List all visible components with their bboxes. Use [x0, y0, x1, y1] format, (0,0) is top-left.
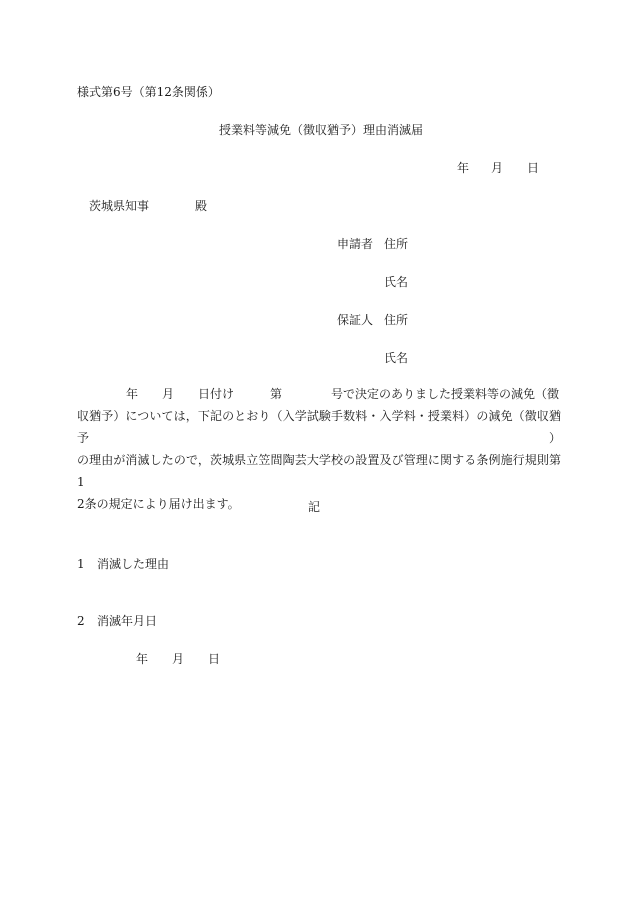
body-paragraph: [77, 383, 561, 515]
applicant-address-label: 住所: [384, 237, 409, 251]
body-line-3: の理由が消滅したので，茨城県立笠間陶芸大学校の設置及び管理に関する条例施行規則第1: [77, 453, 561, 489]
item-1-label: 消滅した理由: [97, 557, 170, 571]
guarantor-address-label: 住所: [384, 313, 409, 327]
extinction-day-label: 日: [208, 652, 221, 666]
addressee-honorific: 殿: [195, 199, 208, 213]
document-title: 授業料等減免（徴収猶予）理由消滅届: [219, 123, 424, 137]
body-line-4: 2条の規定により届け出ます。: [77, 497, 240, 511]
body-line-1-rest: 号で決定のありました授業料等の減免（徴: [331, 387, 560, 401]
date-day-label: 日: [527, 161, 540, 175]
body-month-label: 月: [162, 387, 175, 401]
form-label: 様式第6号（第12条関係）: [77, 85, 220, 99]
extinction-month-label: 月: [172, 652, 185, 666]
date-month-label: 月: [491, 161, 504, 175]
applicant-name-label: 氏名: [384, 275, 409, 289]
applicant-role: 申請者: [337, 237, 374, 251]
date-year-label: 年: [457, 161, 470, 175]
item-2-label: 消滅年月日: [97, 614, 158, 628]
body-line-1: [77, 383, 561, 405]
ki-heading: 記: [308, 500, 321, 514]
item-1-number: 1: [77, 557, 85, 571]
body-date-suffix: 日付け: [198, 387, 235, 401]
addressee-name: 茨城県知事: [89, 199, 150, 213]
body-number-prefix: 第: [270, 387, 283, 401]
body-line-2: 収猶予）については，下記のとおり（入学試験手数料・入学料・授業料）の減免（徴収猶予）: [77, 409, 561, 445]
guarantor-role: 保証人: [337, 313, 374, 327]
guarantor-name-label: 氏名: [384, 351, 409, 365]
extinction-year-label: 年: [136, 652, 149, 666]
item-2-number: 2: [77, 614, 85, 628]
body-year-label: 年: [126, 387, 139, 401]
